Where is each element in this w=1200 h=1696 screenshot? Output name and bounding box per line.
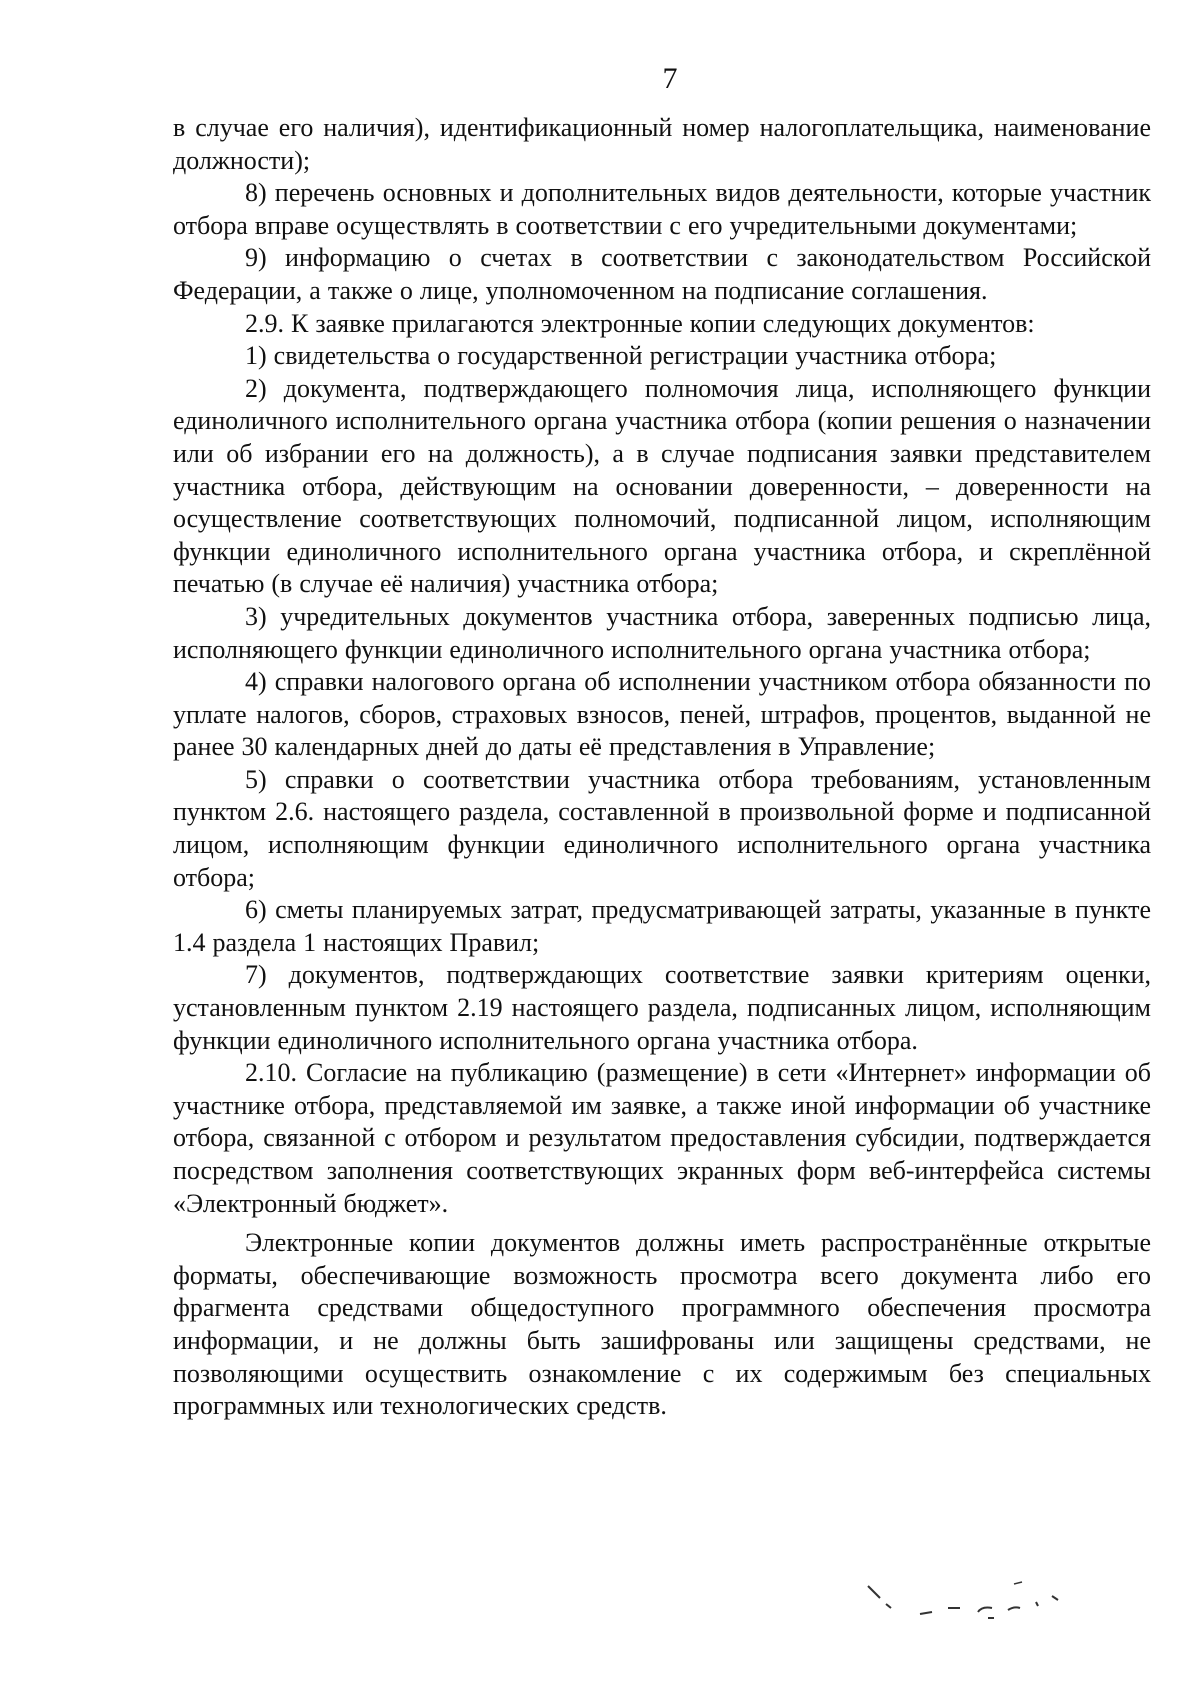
scan-artifact-marks [860, 1578, 1100, 1638]
paragraph-continuation: в случае его наличия), идентификационный номер налогоплательщика, наименование должности); [173, 113, 1151, 175]
paragraph-section-2-10: 2.10. Согласие на публикацию (размещение) в сети «Интернет» информации об участнике отбора, представляемой им заявке, а также иной информации об участнике отбора, связанной с отбором и результатом предоставления субсидии, подтверждается посредством заполнения соответствующих экранных форм веб-интерфейса системы «Электронный бюджет». [173, 1058, 1151, 1218]
paragraph-doc-item-5: 5) справки о соответствии участника отбора требованиям, установленным пунктом 2.6. настоящего раздела, составленной в произвольной форме и подписанной лицом, исполняющим функции единоличного исполнительного органа участника отбора; [173, 764, 1151, 892]
paragraph-doc-item-6: 6) сметы планируемых затрат, предусматривающей затраты, указанные в пункте 1.4 раздела 1 настоящих Правил; [173, 895, 1151, 957]
paragraph-doc-item-1: 1) свидетельства о государственной регистрации участника отбора; [245, 341, 997, 371]
paragraph-doc-item-7: 7) документов, подтверждающих соответствие заявки критериям оценки, установленным пунктом 2.19 настоящего раздела, подписанных лицом, исполняющим функции единоличного исполнительного органа участника отбора. [173, 960, 1151, 1055]
paragraph-item-8: 8) перечень основных и дополнительных видов деятельности, которые участник отбора вправе осуществлять в соответствии с его учредительными документами; [173, 178, 1151, 240]
paragraph-item-9: 9) информацию о счетах в соответствии с законодательством Российской Федерации, а также о лице, уполномоченном на подписание соглашения. [173, 243, 1151, 305]
paragraph-doc-item-3: 3) учредительных документов участника отбора, заверенных подписью лица, исполняющего функции единоличного исполнительного органа участника отбора; [173, 601, 1151, 664]
paragraph-section-2-9: 2.9. К заявке прилагаются электронные копии следующих документов: [245, 308, 1035, 338]
document-body [173, 112, 1151, 1423]
paragraph-doc-item-2: 2) документа, подтверждающего полномочия лица, исполняющего функции единоличного исполнительного органа участника отбора (копии решения о назначении или об избрании его на должность), а в случае подписания заявки представителем участника отбора, действующим на основании доверенности, – доверенности на осуществление соответствующих полномочий, подписанной лицом, исполняющим функции единоличного исполнительного органа участника отбора, и скреплённой печатью (в случае её наличия) участника отбора; [173, 373, 1151, 599]
page-number: 7 [662, 62, 678, 95]
paragraph-doc-item-4: 4) справки налогового органа об исполнении участником отбора обязанности по уплате налогов, сборов, страховых взносов, пеней, штрафов, процентов, выданной не ранее 30 календарных дней до даты её представления в Управление; [173, 667, 1151, 762]
paragraph-electronic-copies: Электронные копии документов должны иметь распространённые открытые форматы, обеспечивающие возможность просмотра всего документа либо его фрагмента средствами общедоступного программного обеспечения просмотра информации, и не должны быть зашифрованы или защищены средствами, не позволяющими осуществить ознакомление с их содержимым без специальных программных или технологических средств. [173, 1228, 1151, 1421]
